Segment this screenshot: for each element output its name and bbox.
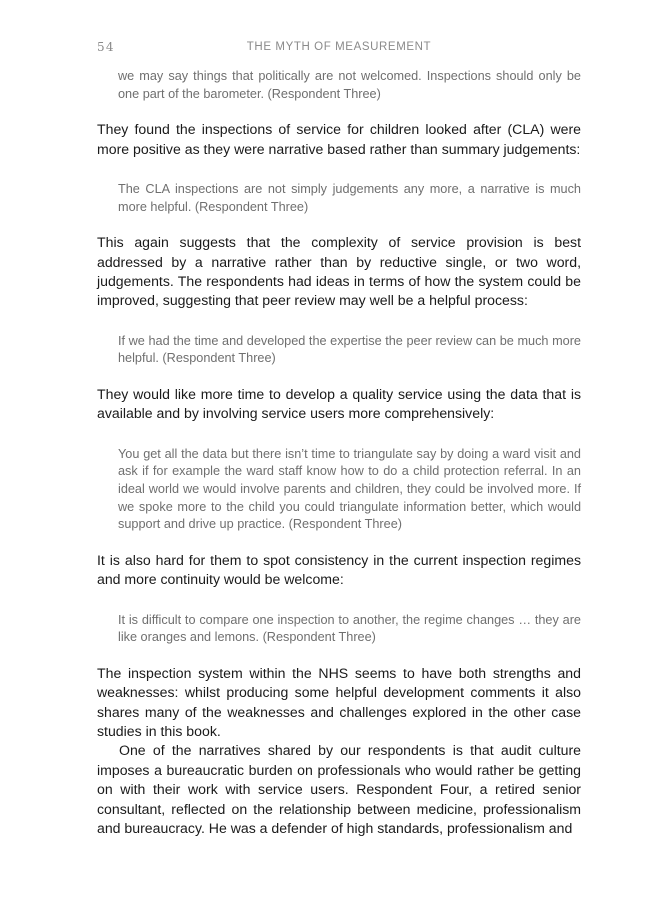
block-quote: The CLA inspections are not simply judgements any more, a narrative is much more helpful. (Respondent Three): [118, 182, 581, 214]
block-quote: You get all the data but there isn’t time to triangulate say by doing a ward visit and ask if for example the ward staff know how to do a child protection referral. In an ideal world we would involve parents and children, they could be involved more. If we spoke more to the child you could triangulate information better, which would support and drive up practice. (Respondent Three): [118, 446, 581, 532]
body-paragraph: The inspection system within the NHS seems to have both strengths and weaknesses: whilst producing some helpful development comments it also shares many of the weaknesses and challenges explored in the other case studies in this book.: [97, 664, 581, 739]
body-paragraph: This again suggests that the complexity of service provision is best addressed by a narrative rather than by reductive single, or two word, judgements. The respondents had ideas in terms of how the system could be improved, suggesting that peer review may well be a helpful process:: [97, 234, 581, 309]
page-number: 54: [97, 40, 115, 54]
book-page: [97, 40, 581, 838]
block-quote: It is difficult to compare one inspection to another, the regime changes … they are like oranges and lemons. (Respondent Three): [118, 612, 581, 645]
block-quote: we may say things that politically are not welcomed. Inspections should only be one part of the barometer. (Respondent Three): [118, 69, 581, 101]
running-title: THE MYTH OF MEASUREMENT: [246, 41, 432, 53]
body-paragraph: It is also hard for them to spot consistency in the current inspection regimes and more continuity would be welcome:: [97, 551, 581, 588]
block-quote: If we had the time and developed the expertise the peer review can be much more helpful. (Respondent Three): [118, 333, 581, 366]
body-paragraph-indented: One of the narratives shared by our respondents is that audit culture imposes a bureaucratic burden on professionals who would rather be getting on with their work with service users. Respondent Four, a retired senior consultant, reflected on the relationship between medicine, professionalism and bureaucracy. He was a defender of high standards, professionalism and: [97, 742, 581, 837]
body-paragraph: They would like more time to develop a quality service using the data that is available and by involving service users more comprehensively:: [97, 386, 581, 422]
running-head: [97, 40, 581, 58]
body-paragraph: They found the inspections of service for children looked after (CLA) were more positive as they were narrative based rather than summary judgements:: [97, 121, 581, 157]
